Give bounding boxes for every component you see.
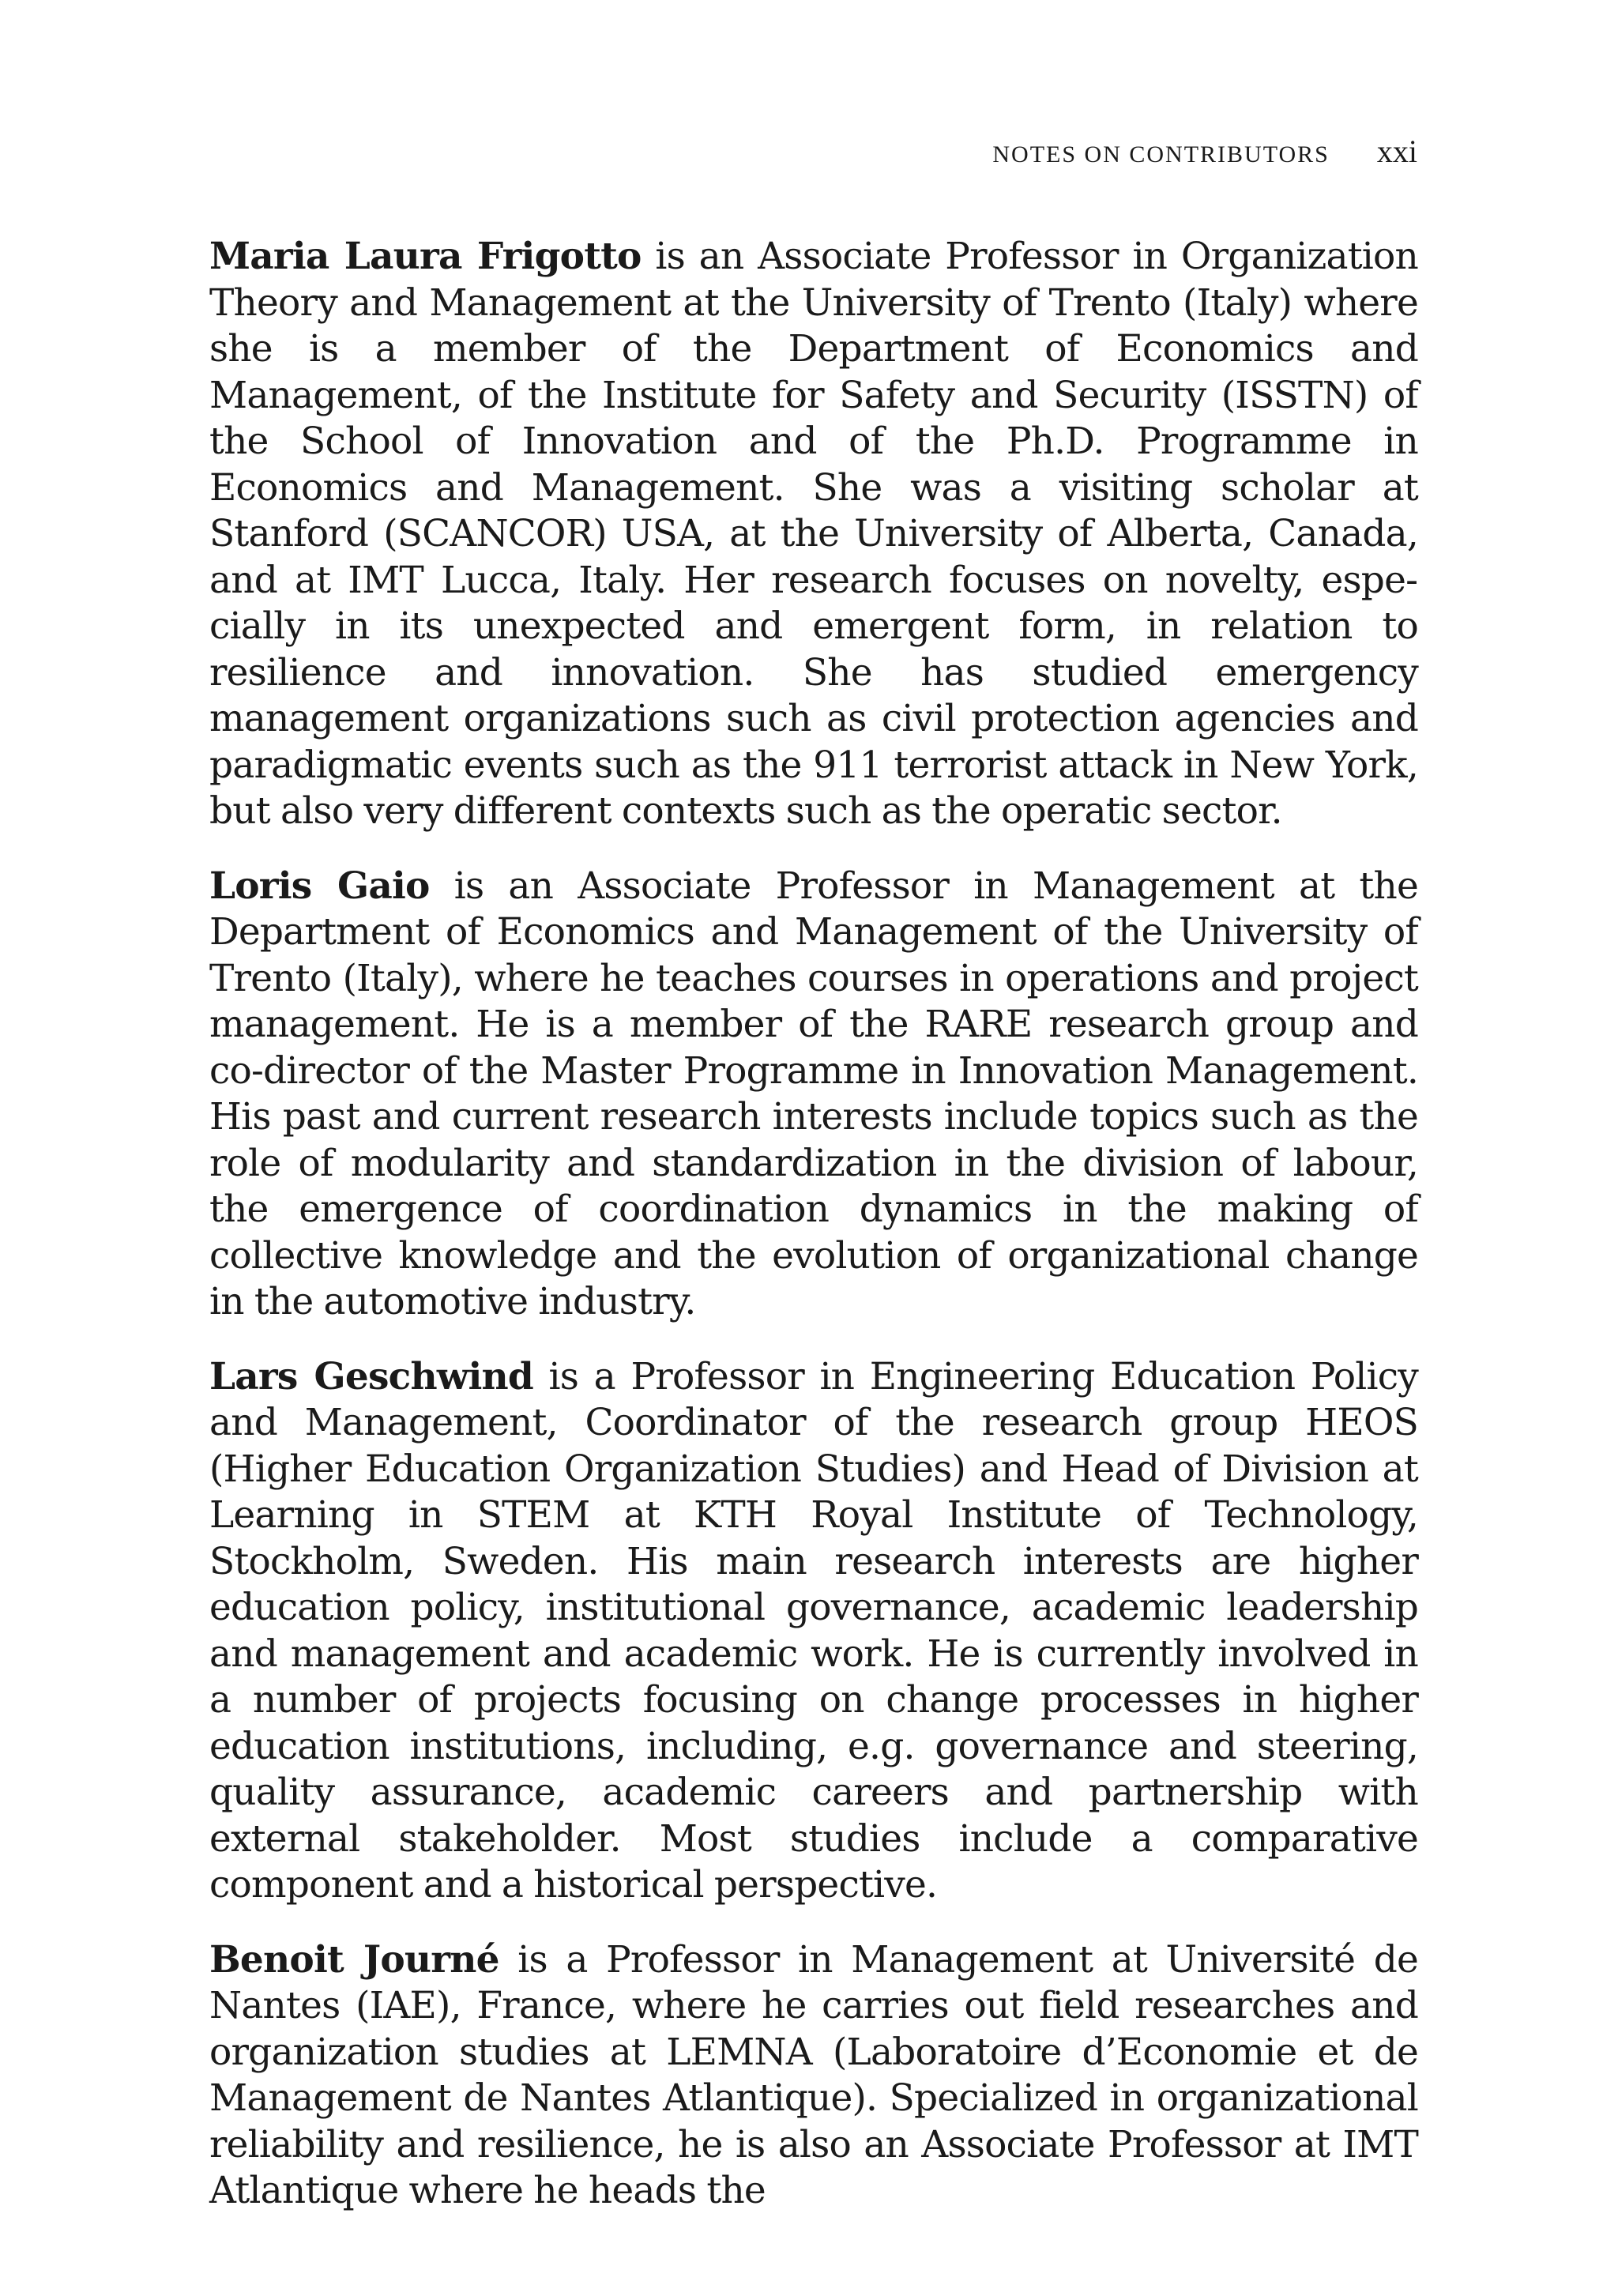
running-head (992, 133, 1417, 170)
contributor-name: Loris Gaio (209, 864, 430, 908)
contributor-bio-text: is an Associate Professor in Management at the Department of Economics and Management of the University of Trento (Italy), where he teaches courses in operations and project management. He is a member of the RARE research group and co-director of the Master Programme in Innovation Management. His past and current research interests include topics such as the role of modularity and standardization in the division of labour, the emergence of coordination dynamics in the making of collective knowledge and the evolution of organizational change in the automotive industry. (209, 864, 1419, 1323)
contributor-name: Lars Geschwind (209, 1354, 533, 1398)
running-head-title: NOTES ON CONTRIBUTORS (992, 141, 1330, 167)
contributor-name: Maria Laura Frigotto (209, 235, 642, 278)
contributor-notes (209, 234, 1418, 2243)
contributor-bio-text: is a Professor in Engineering Education Policy and Management, Coordinator of the research group HEOS (Higher Education Organization Studies) and Head of Division at Learning in STEM at KTH Royal Institute of Technology, Stockholm, Sweden. His main research interests are higher education policy, institutional governance, academic leadership and management and academic work. He is currently involved in a number of projects focusing on change processes in higher education institutions, including, e.g. governance and steering, quality assurance, academic careers and partnership with external stakeholder. Most studies include a comparative component and a historical perspective. (209, 1354, 1418, 1906)
contributor-bio-text: is an Associate Professor in Organization Theory and Management at the University of Trento (Italy) where she is a member of the Department of Economics and Management, of the Institute for Safety and Security (ISSTN) of the School of Innovation and of the Ph.D. Programme in Economics and Management. She was a visiting scholar at Stanford (SCANCOR) USA, at the University of Alberta, Canada, and at IMT Lucca, Italy. Her research focuses on novelty, especially in its unexpected and emergent form, in relation to resilience and innovation. She has studied emergency management organizations such as civil protection agencies and paradigmatic events such as the 911 terrorist attack in New York, but also very different contexts such as the operatic sector. (209, 235, 1418, 833)
contributor-bio-geschwind (209, 1354, 1418, 1909)
contributor-name: Benoit Journé (209, 1937, 499, 1982)
page-number: xxi (1376, 134, 1417, 169)
contributor-bio-journe (209, 1937, 1418, 2215)
contributor-bio-gaio (209, 864, 1418, 1326)
contributor-bio-text: is a Professor in Management at Université de Nantes (IAE), France, where he carries out field researches and organization studies at LEMNA (Laboratoire d’Economie et de Management de Nantes Atlantique). Specialized in organizational reliability and resilience, he is also an Associate Professor at IMT Atlantique where he heads the (209, 1937, 1418, 2212)
contributor-bio-frigotto (209, 234, 1418, 835)
